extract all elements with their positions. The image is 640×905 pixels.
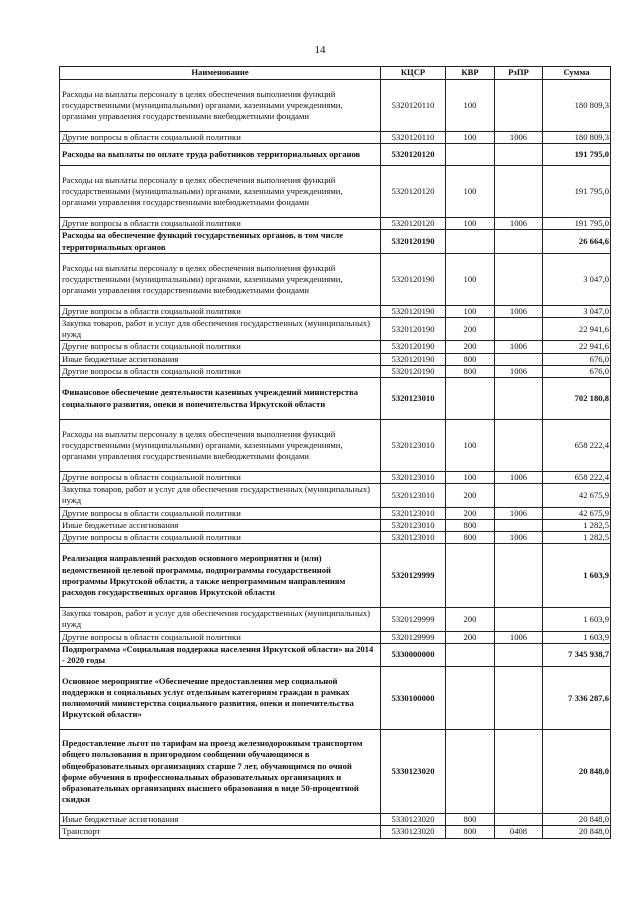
- row-rzpr-cell: 1006: [495, 532, 543, 544]
- table-row: [60, 341, 611, 353]
- page-number: 14: [314, 44, 326, 56]
- row-kvr-cell: 800: [446, 826, 495, 838]
- table-row: [60, 544, 611, 608]
- row-rzpr-cell: [495, 667, 543, 730]
- table-row: [60, 378, 611, 420]
- row-kvr-cell: 800: [446, 814, 495, 826]
- row-kcsr-cell: 5320120120: [381, 144, 446, 166]
- row-kvr-cell: 200: [446, 484, 495, 507]
- row-sum-cell: 676,0: [543, 353, 611, 365]
- row-sum-cell: 1 282,5: [543, 519, 611, 531]
- row-name-cell: Другие вопросы в области социальной политики: [60, 218, 381, 230]
- header-name: Наименование: [60, 67, 381, 80]
- row-rzpr-cell: 1006: [495, 218, 543, 230]
- row-name-cell: Расходы на выплаты персоналу в целях обеспечения выполнения функций государственными (муниципальными) органами, казенными учреждениями, органами управления государственными внебюджетными фондами: [60, 80, 381, 132]
- row-rzpr-cell: [495, 230, 543, 253]
- row-sum-cell: 3 047,0: [543, 253, 611, 305]
- row-kvr-cell: [446, 667, 495, 730]
- row-kvr-cell: 800: [446, 519, 495, 531]
- table-row: [60, 472, 611, 484]
- row-name-cell: Финансовое обеспечение деятельности казенных учреждений министерства социального развития, опеки и попечительства Иркутской области: [60, 378, 381, 420]
- table-row: [60, 365, 611, 377]
- table-row: [60, 218, 611, 230]
- row-rzpr-cell: [495, 80, 543, 132]
- row-kcsr-cell: 5320120120: [381, 218, 446, 230]
- row-rzpr-cell: [495, 814, 543, 826]
- row-name-cell: Другие вопросы в области социальной политики: [60, 305, 381, 317]
- row-sum-cell: 1 603,9: [543, 631, 611, 643]
- row-kvr-cell: 100: [446, 472, 495, 484]
- table-header-row: [60, 67, 611, 80]
- row-name-cell: Транспорт: [60, 826, 381, 838]
- row-kvr-cell: [446, 230, 495, 253]
- row-kvr-cell: 100: [446, 132, 495, 144]
- header-kvr: КВР: [446, 67, 495, 80]
- row-kcsr-cell: 5330123020: [381, 814, 446, 826]
- row-name-cell: Иные бюджетные ассигнования: [60, 814, 381, 826]
- row-sum-cell: 191 795,0: [543, 166, 611, 218]
- row-sum-cell: 191 795,0: [543, 144, 611, 166]
- row-kcsr-cell: 5320120190: [381, 305, 446, 317]
- row-kvr-cell: 200: [446, 341, 495, 353]
- row-name-cell: Расходы на выплаты персоналу в целях обеспечения выполнения функций государственными (муниципальными) органами, казенными учреждениями, органами управления государственными внебюджетными фондами: [60, 253, 381, 305]
- header-kcsr: КЦСР: [381, 67, 446, 80]
- row-name-cell: Расходы на выплаты по оплате труда работников территориальных органов: [60, 144, 381, 166]
- row-kcsr-cell: 5320120190: [381, 318, 446, 341]
- table-body: [60, 80, 611, 839]
- row-rzpr-cell: [495, 608, 543, 631]
- row-name-cell: Иные бюджетные ассигнования: [60, 519, 381, 531]
- row-sum-cell: 676,0: [543, 365, 611, 377]
- row-kcsr-cell: 5320123010: [381, 519, 446, 531]
- row-sum-cell: 20 848,0: [543, 730, 611, 814]
- table-row: [60, 353, 611, 365]
- row-sum-cell: 7 345 938,7: [543, 643, 611, 666]
- row-kvr-cell: 100: [446, 166, 495, 218]
- row-sum-cell: 42 675,9: [543, 484, 611, 507]
- row-kvr-cell: 800: [446, 365, 495, 377]
- row-sum-cell: 22 941,6: [543, 318, 611, 341]
- table-row: [60, 484, 611, 507]
- table-row: [60, 519, 611, 531]
- row-kcsr-cell: 5320120190: [381, 341, 446, 353]
- row-rzpr-cell: [495, 643, 543, 666]
- row-sum-cell: 180 809,3: [543, 80, 611, 132]
- row-rzpr-cell: [495, 519, 543, 531]
- row-kcsr-cell: 5330123020: [381, 730, 446, 814]
- row-sum-cell: 1 603,9: [543, 608, 611, 631]
- row-kcsr-cell: 5320120190: [381, 353, 446, 365]
- row-sum-cell: 7 336 287,6: [543, 667, 611, 730]
- budget-table: [59, 66, 611, 839]
- row-kcsr-cell: 5320120190: [381, 253, 446, 305]
- row-kvr-cell: 200: [446, 608, 495, 631]
- row-sum-cell: 1 603,9: [543, 544, 611, 608]
- row-rzpr-cell: [495, 353, 543, 365]
- row-kcsr-cell: 5330100000: [381, 667, 446, 730]
- row-rzpr-cell: 1006: [495, 341, 543, 353]
- row-kvr-cell: 200: [446, 507, 495, 519]
- row-kcsr-cell: 5320123010: [381, 484, 446, 507]
- row-kvr-cell: 100: [446, 80, 495, 132]
- table-row: [60, 631, 611, 643]
- row-sum-cell: 1 282,5: [543, 532, 611, 544]
- row-name-cell: Другие вопросы в области социальной политики: [60, 472, 381, 484]
- row-rzpr-cell: [495, 420, 543, 472]
- header-sum: Сумма: [543, 67, 611, 80]
- table-row: [60, 532, 611, 544]
- row-name-cell: Другие вопросы в области социальной политики: [60, 365, 381, 377]
- row-name-cell: Основное мероприятие «Обеспечение предоставления мер социальной поддержки и социальных услуг отдельным категориям граждан в рамках полномочий министерства социального развития, опеки и попечительства Иркутской области»: [60, 667, 381, 730]
- row-rzpr-cell: 0408: [495, 826, 543, 838]
- table-row: [60, 144, 611, 166]
- table-row: [60, 253, 611, 305]
- row-rzpr-cell: [495, 544, 543, 608]
- row-kvr-cell: 100: [446, 253, 495, 305]
- row-kvr-cell: 800: [446, 353, 495, 365]
- table-row: [60, 814, 611, 826]
- row-sum-cell: 180 809,3: [543, 132, 611, 144]
- row-rzpr-cell: 1006: [495, 507, 543, 519]
- row-rzpr-cell: [495, 484, 543, 507]
- table-row: [60, 80, 611, 132]
- table-row: [60, 608, 611, 631]
- table-row: [60, 507, 611, 519]
- row-kcsr-cell: 5320129999: [381, 544, 446, 608]
- row-rzpr-cell: 1006: [495, 132, 543, 144]
- row-name-cell: Предоставление льгот по тарифам на проезд железнодорожным транспортом общего пользования в пригородном сообщении обучающимся в общеобразовательных организациях старше 7 лет, обучающимся по очной форме обучения в профессиональных образовательных организациях и образовательных организациях высшего образования в виде 50-процентной скидки: [60, 730, 381, 814]
- row-kcsr-cell: 5320129999: [381, 631, 446, 643]
- row-rzpr-cell: [495, 253, 543, 305]
- row-kcsr-cell: 5320123010: [381, 420, 446, 472]
- row-kcsr-cell: 5320123010: [381, 472, 446, 484]
- row-kvr-cell: 100: [446, 305, 495, 317]
- row-name-cell: Другие вопросы в области социальной политики: [60, 132, 381, 144]
- table-row: [60, 826, 611, 838]
- row-sum-cell: 658 222,4: [543, 472, 611, 484]
- row-sum-cell: 26 664,6: [543, 230, 611, 253]
- row-kvr-cell: [446, 643, 495, 666]
- row-kcsr-cell: 5320123010: [381, 532, 446, 544]
- row-kvr-cell: 100: [446, 218, 495, 230]
- row-rzpr-cell: [495, 144, 543, 166]
- row-name-cell: Подпрограмма «Социальная поддержка населения Иркутской области» на 2014 - 2020 годы: [60, 643, 381, 666]
- table-row: [60, 643, 611, 666]
- table-row: [60, 305, 611, 317]
- table-row: [60, 166, 611, 218]
- row-kvr-cell: 200: [446, 631, 495, 643]
- row-rzpr-cell: [495, 166, 543, 218]
- row-name-cell: Другие вопросы в области социальной политики: [60, 341, 381, 353]
- row-name-cell: Другие вопросы в области социальной политики: [60, 532, 381, 544]
- row-name-cell: Расходы на обеспечение функций государственных органов, в том числе территориальных органов: [60, 230, 381, 253]
- row-kcsr-cell: 5330000000: [381, 643, 446, 666]
- row-kcsr-cell: 5320120110: [381, 132, 446, 144]
- header-rzpr: РзПР: [495, 67, 543, 80]
- table-row: [60, 132, 611, 144]
- row-sum-cell: 20 848,0: [543, 814, 611, 826]
- row-rzpr-cell: [495, 318, 543, 341]
- row-rzpr-cell: 1006: [495, 472, 543, 484]
- row-rzpr-cell: [495, 378, 543, 420]
- row-kvr-cell: [446, 730, 495, 814]
- table-row: [60, 230, 611, 253]
- row-kcsr-cell: 5320120190: [381, 230, 446, 253]
- row-sum-cell: 42 675,9: [543, 507, 611, 519]
- row-sum-cell: 3 047,0: [543, 305, 611, 317]
- row-name-cell: Закупка товаров, работ и услуг для обеспечения государственных (муниципальных) нужд: [60, 318, 381, 341]
- row-kcsr-cell: 5320120110: [381, 80, 446, 132]
- row-name-cell: Закупка товаров, работ и услуг для обеспечения государственных (муниципальных) нужд: [60, 484, 381, 507]
- row-sum-cell: 191 795,0: [543, 218, 611, 230]
- row-name-cell: Закупка товаров, работ и услуг для обеспечения государственных (муниципальных) нужд: [60, 608, 381, 631]
- row-sum-cell: 702 180,8: [543, 378, 611, 420]
- row-name-cell: Другие вопросы в области социальной политики: [60, 507, 381, 519]
- row-rzpr-cell: [495, 730, 543, 814]
- row-sum-cell: 22 941,6: [543, 341, 611, 353]
- row-name-cell: Другие вопросы в области социальной политики: [60, 631, 381, 643]
- row-name-cell: Расходы на выплаты персоналу в целях обеспечения выполнения функций государственными (муниципальными) органами, казенными учреждениями, органами управления государственными внебюджетными фондами: [60, 166, 381, 218]
- row-sum-cell: 20 848,0: [543, 826, 611, 838]
- row-kcsr-cell: 5320120190: [381, 365, 446, 377]
- row-kvr-cell: 100: [446, 420, 495, 472]
- row-rzpr-cell: 1006: [495, 631, 543, 643]
- row-kcsr-cell: 5320123010: [381, 378, 446, 420]
- row-kvr-cell: [446, 378, 495, 420]
- row-kcsr-cell: 5320129999: [381, 608, 446, 631]
- row-kvr-cell: 200: [446, 318, 495, 341]
- row-kcsr-cell: 5320120120: [381, 166, 446, 218]
- table-row: [60, 667, 611, 730]
- table-row: [60, 420, 611, 472]
- row-sum-cell: 658 222,4: [543, 420, 611, 472]
- row-rzpr-cell: 1006: [495, 305, 543, 317]
- row-name-cell: Расходы на выплаты персоналу в целях обеспечения выполнения функций государственными (муниципальными) органами, казенными учреждениями, органами управления государственными внебюджетными фондами: [60, 420, 381, 472]
- table-row: [60, 730, 611, 814]
- row-kvr-cell: [446, 144, 495, 166]
- row-name-cell: Реализация направлений расходов основного мероприятия и (или) ведомственной целевой программы, подпрограммы государственной программы Иркутской области, а также непрограммным направлениям расходов государственных органов Иркутской области: [60, 544, 381, 608]
- row-rzpr-cell: 1006: [495, 365, 543, 377]
- row-kvr-cell: 800: [446, 532, 495, 544]
- row-kcsr-cell: 5330123020: [381, 826, 446, 838]
- row-kvr-cell: [446, 544, 495, 608]
- row-name-cell: Иные бюджетные ассигнования: [60, 353, 381, 365]
- table-row: [60, 318, 611, 341]
- row-kcsr-cell: 5320123010: [381, 507, 446, 519]
